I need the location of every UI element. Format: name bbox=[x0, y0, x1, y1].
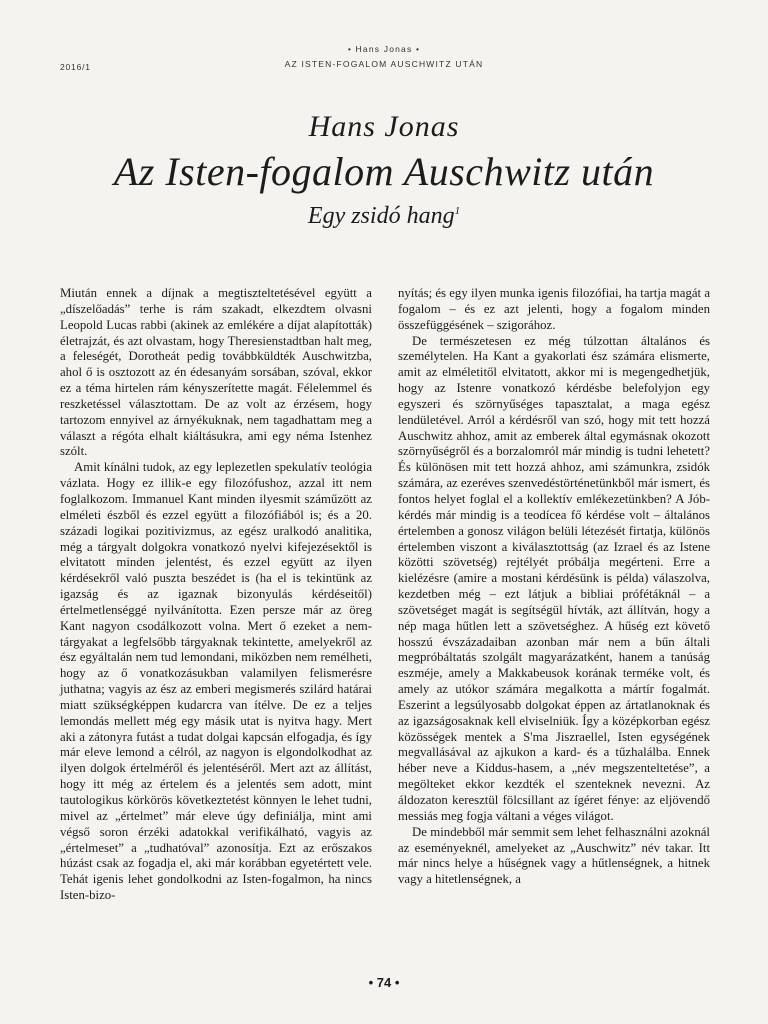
paragraph: Amit kínálni tudok, az egy leplezetlen spekulatív teológia vázlata. Hogy ez illik-e egy filozófushoz, azzal itt nem foglalkozom. Immanuel Kant minden ilyesmit száműzött az elméleti észből és ezzel együtt a filozófiából is; és a 20. századi logikai pozitivizmus, az egész uralkodó analitika, még a tárgyalt dolgokra vonatkozó nyelvi kifejezésektől is elvitatott minden jelentést, és ezzel együtt az ilyen kérdésekről való puszta beszédet is (ha el is tekintünk az igazság és az igaznak bizonyulás kérdéseitől) értelmetlenséggé nyilvánította. Ezen persze már az öreg Kant nagyon csodálkozott volna. Mert ő ezeket a nem-tárgyakat a legfelsőbb tárgyaknak tekintette, amelyekről az ész egyáltalán nem tud lemondani, miközben nem remélheti, hogy az ő vonatkozásukban valamilyen felismerésre juthatna; vagyis az ész az emberi megismerés szilárd határai miatt szükségképpen kudarcra van ítélve. De ez a teljes lemondás mellett még egy másik utat is nyitva hagy. Mert aki a zátonyra futást a tudat dolgai kapcsán elfogadja, és így már eleve lemond a célról, az nagyon is elgondolkodhat az ilyen dolgok értelméről és jelentéséről. Mert azt az állítást, hogy itt még az értelem és a jelentés sem adott, mint tautologikus körkörös következtetést könnyen le lehet tudni, mivel az „értelmet” már eleve úgy definiálja, mint ami végső soron érzéki adatokkal verifikálható, vagyis az „értelmeset” a „tudhatóval” azonosítja. Ezt az erőszakos húzást csak az fogadja el, aki már korábban egyetértett vele. Tehát igenis lehet gondolkodni az Isten-fogalmon, ha nincs Isten-bizo- bbox=[60, 460, 372, 903]
paragraph: De mindebből már semmit sem lehet felhasználni azoknál az eseményeknél, amelyeket az „Auschwitz” név takar. Itt már nincs helye a hűségnek vagy a hűtlenségnek, a hitnek vagy a hitetlenségnek, a bbox=[398, 824, 710, 887]
left-column bbox=[60, 286, 372, 904]
paragraph: nyítás; és egy ilyen munka igenis filozófiai, ha tartja magát a fogalom – és ez azt jelenti, hogy a fogalom minden összefüggésének – szigorához. bbox=[398, 286, 710, 332]
footnote-marker: 1 bbox=[454, 205, 461, 217]
running-head-author: • Hans Jonas • bbox=[347, 44, 421, 54]
running-head bbox=[0, 44, 768, 69]
paragraph: De természetesen ez még túlzottan általános és személytelen. Ha Kant a gyakorlati ész számára elismerte, amit az elméletitől elvitatott, akkor mi is megengedhetjük, hogy az Istenre vonatkozó kérdésbe belefolyjon egy egyszeri és szörnyűséges tapasztalat, a maga egész lendületével. Arról a kérdésről van szó, hogy mit tett hozzá Auschwitz ahhoz, amit az emberek által egymásnak okozott szörnyűségről és a borzalomról már mindig is tudni lehetett? És különösen mit tett hozzá ahhoz, ami számunkra, zsidók számára, az ezeréves szenvedéstörténetünkből már ismert, és fontos helyet foglal el a kollektív emlékezetünkben? A Jób-kérdés már mindig is a teodícea fő kérdése volt – általános értelemben a gonosz világon belüli létezését firtatja, különös értelemben viszont a kiválasztottság (az Izrael és az Istene közötti szövetség) rejtélyét próbálja megérteni. Erre a kielézésre (amire a mostani kérdésünk is példa) válaszolva, kezdetben még – ezt látjuk a bibliai prófétáknál – a szövetséget magát is segítségül hívták, azt állítván, hogy a nép maga hűtlen lett a szövetséghez. A hűség ezt követő hosszú évszázadaiban azonban már nem a bűn általi megpróbáltatás szolgált magyarázatként, hanem a tanúság eszméje, amely a Makkabeusok korának terméke volt, és amely az utókor számára megalkotta a mártír fogalmát. Eszerint a legsúlyosabb dolgokat éppen az ártatlanoknak és az igazságosaknak kell elviselniük. Így a középkorban egész közösségek mentek a S'ma Jiszraellel, Isten egységének megvallásával az ajkukon a kard- és a tűzhalálba. Ennek héber neve a Kiddus-hasem, a „név megszenteltetése”, a megölteket ekkor kezdték el szenteknek nevezni. Az áldozaton keresztül fölcsillant az ígéret fénye: az eljövendő messiás meg fogja váltani a véges világot. bbox=[398, 333, 710, 823]
running-head-title: AZ ISTEN-FOGALOM AUSCHWITZ UTÁN bbox=[284, 59, 484, 69]
subtitle-text: Egy zsidó hang bbox=[307, 203, 455, 229]
article-title: Az Isten-fogalom Auschwitz után bbox=[113, 149, 655, 194]
article-subtitle bbox=[0, 203, 768, 230]
issue-number: 2016/1 bbox=[60, 62, 91, 72]
article-author: Hans Jonas bbox=[308, 110, 460, 143]
paragraph: Miután ennek a díjnak a megtiszteltetésével együtt a „díszelőadás” terhe is rám szakadt, elkezdtem olvasni Leopold Lucas rabbi (akinek az emlékére a díjat alapították) életrajzát, és azt olvastam, hogy Theresienstadtban halt meg, a feleségét, Dorotheát pedig továbbküldték Auschwitzba, ahol ő is osztozott az én édesanyám sorsában, szóval, ekkor ez a téma hirtelen rám kényszerítette magát. Félelemmel és reszketéssel választottam. De az volt az érzésem, hogy tartozom ennyivel az árnyékuknak, nem tagadhattam meg a választ a régóta elhalt kiáltásukra, ami egy néma Istenhez szólt. bbox=[60, 286, 372, 459]
body-columns bbox=[60, 286, 710, 904]
right-column bbox=[398, 286, 710, 904]
article-header bbox=[0, 110, 768, 230]
page-number: • 74 • bbox=[368, 975, 400, 990]
